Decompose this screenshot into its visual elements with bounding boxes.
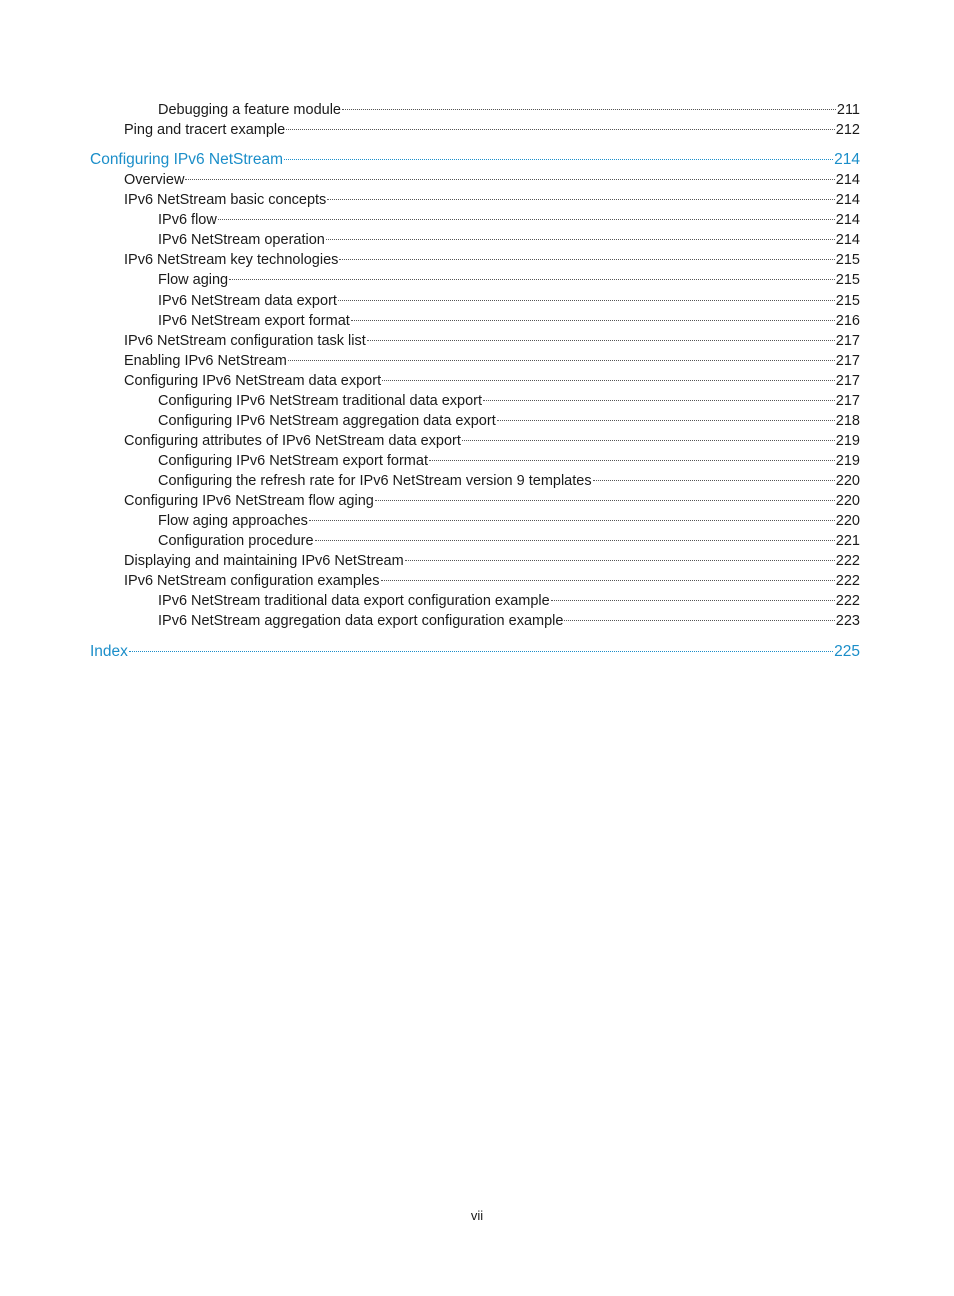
toc-entry-title: IPv6 NetStream traditional data export configuration example	[158, 593, 550, 609]
toc-entry[interactable]	[158, 391, 860, 411]
dot-leader	[309, 520, 835, 521]
toc-entry[interactable]	[124, 371, 860, 391]
toc-entry-title: Index	[90, 643, 128, 660]
toc-entry-title: IPv6 NetStream aggregation data export configuration example	[158, 613, 564, 629]
toc-entry[interactable]	[124, 431, 860, 451]
toc-entry[interactable]	[124, 331, 860, 351]
toc-entry-title: Overview	[124, 172, 185, 188]
toc-entry-title: IPv6 NetStream operation	[158, 232, 325, 248]
toc-entry-title: Configuring IPv6 NetStream flow aging	[124, 493, 374, 509]
dot-leader	[367, 340, 835, 341]
toc-entry[interactable]	[158, 611, 860, 631]
dot-leader	[551, 600, 835, 601]
dot-leader	[327, 199, 835, 200]
dot-leader	[381, 580, 835, 581]
dot-leader	[218, 219, 835, 220]
toc-entry-page: 225	[834, 643, 860, 660]
dot-leader	[338, 300, 835, 301]
toc-entry[interactable]	[124, 250, 860, 270]
toc-entry[interactable]	[158, 210, 860, 230]
toc-entry-title: Configuring IPv6 NetStream export format	[158, 453, 428, 469]
toc-entry-page: 214	[835, 172, 860, 188]
toc-entry-title: Debugging a feature module	[158, 102, 341, 118]
toc-entry-page: 222	[835, 593, 860, 609]
toc-entry-title: IPv6 NetStream configuration task list	[124, 333, 366, 349]
toc-entry[interactable]	[124, 120, 860, 140]
toc-entry-page: 219	[835, 453, 860, 469]
toc-entry-page: 211	[836, 102, 860, 118]
dot-leader	[288, 360, 835, 361]
dot-leader	[129, 651, 833, 652]
dot-leader	[339, 259, 834, 260]
toc-entry-title: Configuring attributes of IPv6 NetStream data export	[124, 433, 461, 449]
toc-entry-page: 215	[835, 293, 860, 309]
toc-entry[interactable]	[124, 351, 860, 371]
toc-entry-page: 217	[835, 373, 860, 389]
dot-leader	[382, 380, 835, 381]
toc-entry-title: Configuration procedure	[158, 533, 314, 549]
toc-entry-title: IPv6 NetStream data export	[158, 293, 337, 309]
toc-entry-title: Enabling IPv6 NetStream	[124, 353, 287, 369]
dot-leader	[462, 440, 835, 441]
dot-leader	[375, 500, 835, 501]
toc-entry-title: Configuring IPv6 NetStream	[90, 151, 283, 168]
toc-entry-title: IPv6 NetStream key technologies	[124, 252, 339, 268]
toc-entry-page: 221	[835, 533, 860, 549]
dot-leader	[497, 420, 835, 421]
toc-entry-title: Ping and tracert example	[124, 122, 286, 138]
toc-entry-page: 214	[835, 232, 860, 248]
toc-entry-page: 223	[835, 613, 860, 629]
toc-entry-title: IPv6 NetStream configuration examples	[124, 573, 380, 589]
toc-entry-page: 212	[835, 122, 860, 138]
dot-leader	[284, 159, 833, 160]
toc-entry-title: Flow aging approaches	[158, 513, 308, 529]
toc-entry-title: Configuring IPv6 NetStream aggregation data export	[158, 413, 496, 429]
dot-leader	[483, 400, 835, 401]
toc-entry-title: Configuring IPv6 NetStream data export	[124, 373, 382, 389]
toc-entry-title: Flow aging	[158, 272, 229, 288]
dot-leader	[185, 179, 834, 180]
toc-entry[interactable]	[158, 511, 860, 531]
toc-entry[interactable]	[158, 451, 860, 471]
toc-entry-title: Configuring IPv6 NetStream traditional data export	[158, 393, 483, 409]
dot-leader	[351, 320, 835, 321]
toc-entry-title: IPv6 NetStream basic concepts	[124, 192, 327, 208]
toc-entry-page: 214	[835, 212, 860, 228]
page-number: vii	[470, 1208, 484, 1223]
toc-entry[interactable]	[158, 471, 860, 491]
toc-entry-page: 215	[835, 272, 860, 288]
dot-leader	[286, 129, 835, 130]
toc-entry-page: 217	[835, 353, 860, 369]
dot-leader	[229, 279, 835, 280]
toc-entry-page: 222	[835, 553, 860, 569]
toc-entry[interactable]	[124, 571, 860, 591]
toc-chapter-entry[interactable]	[90, 642, 860, 662]
toc-entry-page: 214	[835, 192, 860, 208]
toc-entry-title: Displaying and maintaining IPv6 NetStream	[124, 553, 404, 569]
toc-entry-title: IPv6 NetStream export format	[158, 313, 350, 329]
toc-entry[interactable]	[158, 591, 860, 611]
dot-leader	[326, 239, 835, 240]
toc-entry[interactable]	[158, 270, 860, 290]
toc-entry-page: 215	[835, 252, 860, 268]
toc-entry-title: IPv6 flow	[158, 212, 217, 228]
dot-leader	[593, 480, 835, 481]
dot-leader	[405, 560, 835, 561]
toc-entry-page: 222	[835, 573, 860, 589]
toc-entry[interactable]	[124, 170, 860, 190]
toc-chapter-entry[interactable]	[90, 150, 860, 170]
dot-leader	[429, 460, 835, 461]
toc-entry[interactable]	[158, 311, 860, 331]
toc-entry[interactable]	[158, 291, 860, 311]
toc-entry-title: Configuring the refresh rate for IPv6 NetStream version 9 templates	[158, 473, 592, 489]
toc-entry[interactable]	[158, 230, 860, 250]
toc-entry-page: 220	[835, 513, 860, 529]
toc-entry-page: 217	[835, 333, 860, 349]
toc-entry-page: 220	[835, 473, 860, 489]
toc-entry[interactable]	[158, 411, 860, 431]
toc-entry[interactable]	[124, 491, 860, 511]
toc-entry-page: 220	[835, 493, 860, 509]
toc-entry[interactable]	[158, 100, 860, 120]
dot-leader	[315, 540, 835, 541]
dot-leader	[342, 109, 836, 110]
toc-entry[interactable]	[158, 531, 860, 551]
toc-entry-page: 219	[835, 433, 860, 449]
dot-leader	[564, 620, 834, 621]
toc-entry-page: 217	[835, 393, 860, 409]
toc-entry[interactable]	[124, 551, 860, 571]
toc-entry[interactable]	[124, 190, 860, 210]
toc-entry-page: 218	[835, 413, 860, 429]
toc-entry-page: 214	[834, 151, 860, 168]
toc-entry-page: 216	[835, 313, 860, 329]
